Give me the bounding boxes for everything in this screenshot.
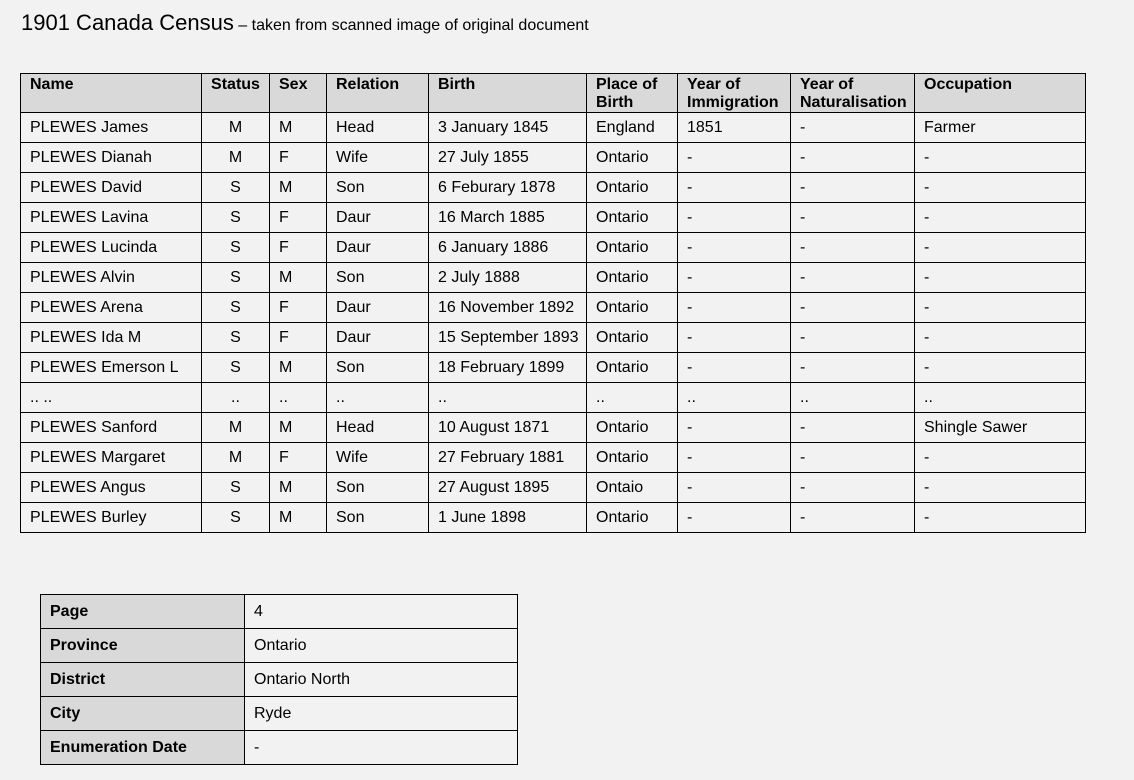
col-header-status: Status <box>202 74 270 113</box>
title-main: 1901 Canada Census <box>21 10 234 35</box>
cell-birth: 6 Feburary 1878 <box>429 173 587 203</box>
cell-occupation: - <box>915 503 1086 533</box>
cell-relation: Wife <box>327 143 429 173</box>
cell-status: S <box>202 233 270 263</box>
cell-year-of-naturalisation: - <box>791 353 915 383</box>
cell-name: PLEWES Margaret <box>21 443 202 473</box>
cell-birth: .. <box>429 383 587 413</box>
cell-year-of-naturalisation: - <box>791 143 915 173</box>
cell-year-of-immigration: - <box>678 353 791 383</box>
info-label: City <box>41 697 245 731</box>
cell-place-of-birth: England <box>587 113 678 143</box>
info-label: District <box>41 663 245 697</box>
cell-sex: F <box>270 233 327 263</box>
cell-year-of-naturalisation: - <box>791 173 915 203</box>
cell-place-of-birth: Ontario <box>587 353 678 383</box>
info-value: Ontario <box>245 629 518 663</box>
cell-year-of-immigration: .. <box>678 383 791 413</box>
cell-occupation: - <box>915 263 1086 293</box>
info-row <box>41 697 518 731</box>
cell-place-of-birth: Ontario <box>587 143 678 173</box>
info-value: Ryde <box>245 697 518 731</box>
document-title <box>21 10 589 36</box>
cell-sex: M <box>270 353 327 383</box>
cell-occupation: - <box>915 173 1086 203</box>
cell-birth: 1 June 1898 <box>429 503 587 533</box>
cell-year-of-immigration: - <box>678 413 791 443</box>
cell-year-of-naturalisation: .. <box>791 383 915 413</box>
cell-status: M <box>202 413 270 443</box>
cell-relation: Wife <box>327 443 429 473</box>
info-label: Province <box>41 629 245 663</box>
cell-status: S <box>202 473 270 503</box>
cell-place-of-birth: Ontario <box>587 443 678 473</box>
cell-place-of-birth: Ontario <box>587 263 678 293</box>
cell-occupation: Shingle Sawer <box>915 413 1086 443</box>
cell-occupation: - <box>915 353 1086 383</box>
cell-year-of-naturalisation: - <box>791 443 915 473</box>
cell-occupation: - <box>915 293 1086 323</box>
cell-birth: 15 September 1893 <box>429 323 587 353</box>
cell-status: M <box>202 113 270 143</box>
cell-sex: F <box>270 143 327 173</box>
cell-name: PLEWES Angus <box>21 473 202 503</box>
cell-place-of-birth: Ontario <box>587 203 678 233</box>
cell-sex: .. <box>270 383 327 413</box>
table-row <box>21 293 1086 323</box>
cell-name: PLEWES David <box>21 173 202 203</box>
cell-status: .. <box>202 383 270 413</box>
cell-sex: M <box>270 113 327 143</box>
cell-birth: 18 February 1899 <box>429 353 587 383</box>
table-row <box>21 143 1086 173</box>
cell-status: S <box>202 173 270 203</box>
cell-status: S <box>202 323 270 353</box>
cell-year-of-immigration: - <box>678 503 791 533</box>
cell-relation: Daur <box>327 323 429 353</box>
cell-year-of-immigration: - <box>678 233 791 263</box>
cell-birth: 10 August 1871 <box>429 413 587 443</box>
cell-name: PLEWES Arena <box>21 293 202 323</box>
info-value: Ontario North <box>245 663 518 697</box>
info-row <box>41 731 518 765</box>
cell-place-of-birth: Ontario <box>587 233 678 263</box>
cell-relation: Son <box>327 473 429 503</box>
cell-year-of-immigration: - <box>678 173 791 203</box>
cell-status: M <box>202 443 270 473</box>
cell-relation: Daur <box>327 203 429 233</box>
col-header-year-of-naturalisation: Year of Naturalisation <box>791 74 915 113</box>
cell-year-of-naturalisation: - <box>791 473 915 503</box>
census-table <box>20 73 1086 533</box>
cell-name: PLEWES Lavina <box>21 203 202 233</box>
cell-name: PLEWES Emerson L <box>21 353 202 383</box>
info-body <box>41 595 518 765</box>
info-row <box>41 629 518 663</box>
cell-birth: 27 August 1895 <box>429 473 587 503</box>
cell-year-of-naturalisation: - <box>791 203 915 233</box>
cell-status: M <box>202 143 270 173</box>
cell-birth: 27 July 1855 <box>429 143 587 173</box>
cell-year-of-naturalisation: - <box>791 293 915 323</box>
info-label: Page <box>41 595 245 629</box>
cell-sex: M <box>270 413 327 443</box>
cell-relation: Son <box>327 353 429 383</box>
cell-year-of-naturalisation: - <box>791 263 915 293</box>
cell-sex: M <box>270 173 327 203</box>
info-label: Enumeration Date <box>41 731 245 765</box>
cell-name: PLEWES James <box>21 113 202 143</box>
title-subtitle: – taken from scanned image of original document <box>233 17 589 34</box>
cell-sex: M <box>270 263 327 293</box>
cell-year-of-immigration: - <box>678 293 791 323</box>
col-header-year-of-immigration: Year of Immigration <box>678 74 791 113</box>
cell-occupation: - <box>915 443 1086 473</box>
cell-relation: Head <box>327 413 429 443</box>
col-header-birth: Birth <box>429 74 587 113</box>
cell-birth: 16 November 1892 <box>429 293 587 323</box>
table-row <box>21 173 1086 203</box>
col-header-place-of-birth: Place of Birth <box>587 74 678 113</box>
table-row <box>21 503 1086 533</box>
census-header-row <box>21 74 1086 113</box>
cell-name: PLEWES Burley <box>21 503 202 533</box>
col-header-occupation: Occupation <box>915 74 1086 113</box>
table-row <box>21 383 1086 413</box>
cell-name: PLEWES Ida M <box>21 323 202 353</box>
cell-sex: M <box>270 473 327 503</box>
cell-name: PLEWES Lucinda <box>21 233 202 263</box>
cell-occupation: - <box>915 203 1086 233</box>
cell-status: S <box>202 203 270 233</box>
table-row <box>21 353 1086 383</box>
cell-birth: 6 January 1886 <box>429 233 587 263</box>
census-body <box>21 113 1086 533</box>
cell-place-of-birth: Ontario <box>587 413 678 443</box>
table-row <box>21 443 1086 473</box>
cell-sex: F <box>270 293 327 323</box>
cell-name: PLEWES Sanford <box>21 413 202 443</box>
cell-place-of-birth: Ontario <box>587 293 678 323</box>
cell-place-of-birth: Ontario <box>587 503 678 533</box>
cell-occupation: - <box>915 323 1086 353</box>
cell-year-of-naturalisation: - <box>791 113 915 143</box>
cell-name: .. .. <box>21 383 202 413</box>
cell-birth: 16 March 1885 <box>429 203 587 233</box>
table-row <box>21 413 1086 443</box>
table-row <box>21 203 1086 233</box>
cell-sex: M <box>270 503 327 533</box>
col-header-name: Name <box>21 74 202 113</box>
cell-occupation: Farmer <box>915 113 1086 143</box>
cell-year-of-immigration: 1851 <box>678 113 791 143</box>
cell-relation: Daur <box>327 233 429 263</box>
cell-birth: 3 January 1845 <box>429 113 587 143</box>
cell-name: PLEWES Dianah <box>21 143 202 173</box>
cell-status: S <box>202 503 270 533</box>
cell-name: PLEWES Alvin <box>21 263 202 293</box>
cell-occupation: - <box>915 233 1086 263</box>
cell-relation: Daur <box>327 293 429 323</box>
table-row <box>21 113 1086 143</box>
cell-sex: F <box>270 443 327 473</box>
cell-sex: F <box>270 323 327 353</box>
cell-status: S <box>202 263 270 293</box>
cell-year-of-immigration: - <box>678 473 791 503</box>
cell-occupation: - <box>915 473 1086 503</box>
cell-occupation: - <box>915 143 1086 173</box>
info-row <box>41 595 518 629</box>
table-row <box>21 263 1086 293</box>
info-value: - <box>245 731 518 765</box>
cell-place-of-birth: Ontario <box>587 173 678 203</box>
cell-place-of-birth: Ontario <box>587 323 678 353</box>
cell-place-of-birth: Ontaio <box>587 473 678 503</box>
cell-birth: 2 July 1888 <box>429 263 587 293</box>
cell-occupation: .. <box>915 383 1086 413</box>
table-row <box>21 233 1086 263</box>
cell-relation: Head <box>327 113 429 143</box>
cell-year-of-naturalisation: - <box>791 413 915 443</box>
table-row <box>21 473 1086 503</box>
cell-year-of-immigration: - <box>678 263 791 293</box>
cell-sex: F <box>270 203 327 233</box>
cell-year-of-naturalisation: - <box>791 233 915 263</box>
cell-place-of-birth: .. <box>587 383 678 413</box>
col-header-sex: Sex <box>270 74 327 113</box>
table-row <box>21 323 1086 353</box>
cell-year-of-immigration: - <box>678 443 791 473</box>
cell-status: S <box>202 293 270 323</box>
col-header-relation: Relation <box>327 74 429 113</box>
cell-relation: Son <box>327 173 429 203</box>
info-table <box>40 594 518 765</box>
cell-year-of-naturalisation: - <box>791 323 915 353</box>
cell-birth: 27 February 1881 <box>429 443 587 473</box>
info-value: 4 <box>245 595 518 629</box>
cell-year-of-immigration: - <box>678 143 791 173</box>
cell-year-of-immigration: - <box>678 323 791 353</box>
cell-relation: Son <box>327 263 429 293</box>
cell-status: S <box>202 353 270 383</box>
cell-relation: Son <box>327 503 429 533</box>
cell-year-of-naturalisation: - <box>791 503 915 533</box>
cell-year-of-immigration: - <box>678 203 791 233</box>
info-row <box>41 663 518 697</box>
cell-relation: .. <box>327 383 429 413</box>
